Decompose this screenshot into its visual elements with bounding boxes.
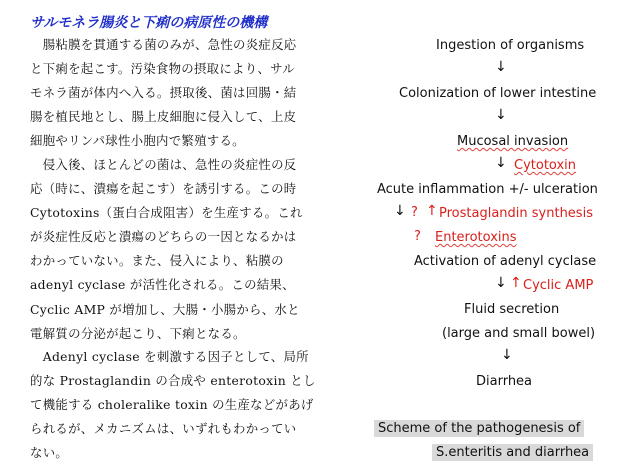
- flow-cyclic-amp: Cyclic AMP: [523, 278, 594, 293]
- flow-fluid-secretion: Fluid secretion: [464, 302, 560, 317]
- paragraph-line: adenyl cyclase が活性化される。この結果、: [30, 277, 295, 293]
- flow-ingestion: Ingestion of organisms: [436, 38, 585, 53]
- flow-prostaglandin-synthesis: Prostaglandin synthesis: [439, 206, 593, 221]
- paragraph-line: 腸を植民地とし、腸上皮細胞に侵入して、上皮: [30, 109, 297, 125]
- paragraph-line: と下痢を起こす。汚染食物の摂取により、サル: [30, 61, 295, 77]
- paragraph-3: [30, 345, 328, 465]
- paragraph-line: Adenyl cyclase を刺激する因子として、局所: [30, 349, 309, 364]
- paragraph-line: Cyclic AMP が増加し、大腸・小腸から、水と: [30, 301, 300, 317]
- page-title: サルモネラ腸炎と下痢の病原性の機構: [30, 15, 268, 31]
- paragraph-line: て機能する choleralike toxin の生産などがあげ: [30, 397, 314, 413]
- question-mark-icon: ?: [414, 229, 421, 244]
- flow-diarrhea: Diarrhea: [476, 374, 533, 389]
- paragraph-line: Cytotoxins（蛋白合成阻害）を生産する。これ: [30, 205, 303, 221]
- paragraph-2: [30, 153, 328, 346]
- paragraph-line: わかっていない。また、侵入により、粘膜の: [30, 253, 284, 269]
- flow-cytotoxin: Cytotoxin: [514, 158, 577, 173]
- paragraph-line: 的な Prostaglandin の合成や enterotoxin とし: [30, 373, 316, 389]
- paragraph-line: が炎症性反応と潰瘍のどちらの一因となるかは: [30, 229, 297, 245]
- flow-mucosal-invasion: Mucosal invasion: [457, 134, 569, 149]
- arrow-up-icon: ↑: [510, 275, 522, 291]
- flow-colonization: Colonization of lower intestine: [399, 86, 597, 101]
- paragraph-line: ない。: [30, 445, 69, 461]
- paragraph-line: モネラ菌が体内へ入る。摂取後、菌は回腸・結: [30, 85, 297, 101]
- paragraph-line: 応（時に、潰瘍を起こす）を誘引する。この時: [30, 181, 297, 197]
- flow-enterotoxins: Enterotoxins: [435, 230, 517, 245]
- paragraph-line: 細胞やリンパ球性小胞内で繁殖する。: [30, 133, 245, 149]
- arrow-down-icon: ↓: [495, 59, 507, 75]
- arrow-down-icon: ↓: [501, 347, 513, 363]
- arrow-down-icon: ↓: [495, 275, 507, 291]
- caption-line-2: S.enteritis and diarrhea: [432, 444, 593, 461]
- paragraph-1: [30, 33, 328, 153]
- paragraph-line: 腸粘膜を貫通する菌のみが、急性の炎症反応: [30, 37, 297, 52]
- arrow-up-icon: ↑: [426, 203, 438, 219]
- paragraph-line: られるが、メカニズムは、いずれもわかってい: [30, 421, 297, 437]
- arrow-down-icon: ↓: [495, 155, 507, 171]
- paragraph-line: 侵入後、ほとんどの菌は、急性の炎症性の反: [30, 157, 297, 172]
- question-mark-icon: ?: [411, 205, 418, 220]
- flow-activation-adenyl-cyclase: Activation of adenyl cyclase: [414, 254, 597, 269]
- arrow-down-icon: ↓: [394, 203, 406, 219]
- flow-bowel: (large and small bowel): [442, 326, 596, 341]
- flow-acute-inflammation: Acute inflammation +/- ulceration: [377, 182, 598, 197]
- caption-line-1: Scheme of the pathogenesis of: [374, 420, 584, 437]
- paragraph-line: 電解質の分泌が起こり、下痢となる。: [30, 325, 246, 341]
- arrow-down-icon: ↓: [495, 107, 507, 123]
